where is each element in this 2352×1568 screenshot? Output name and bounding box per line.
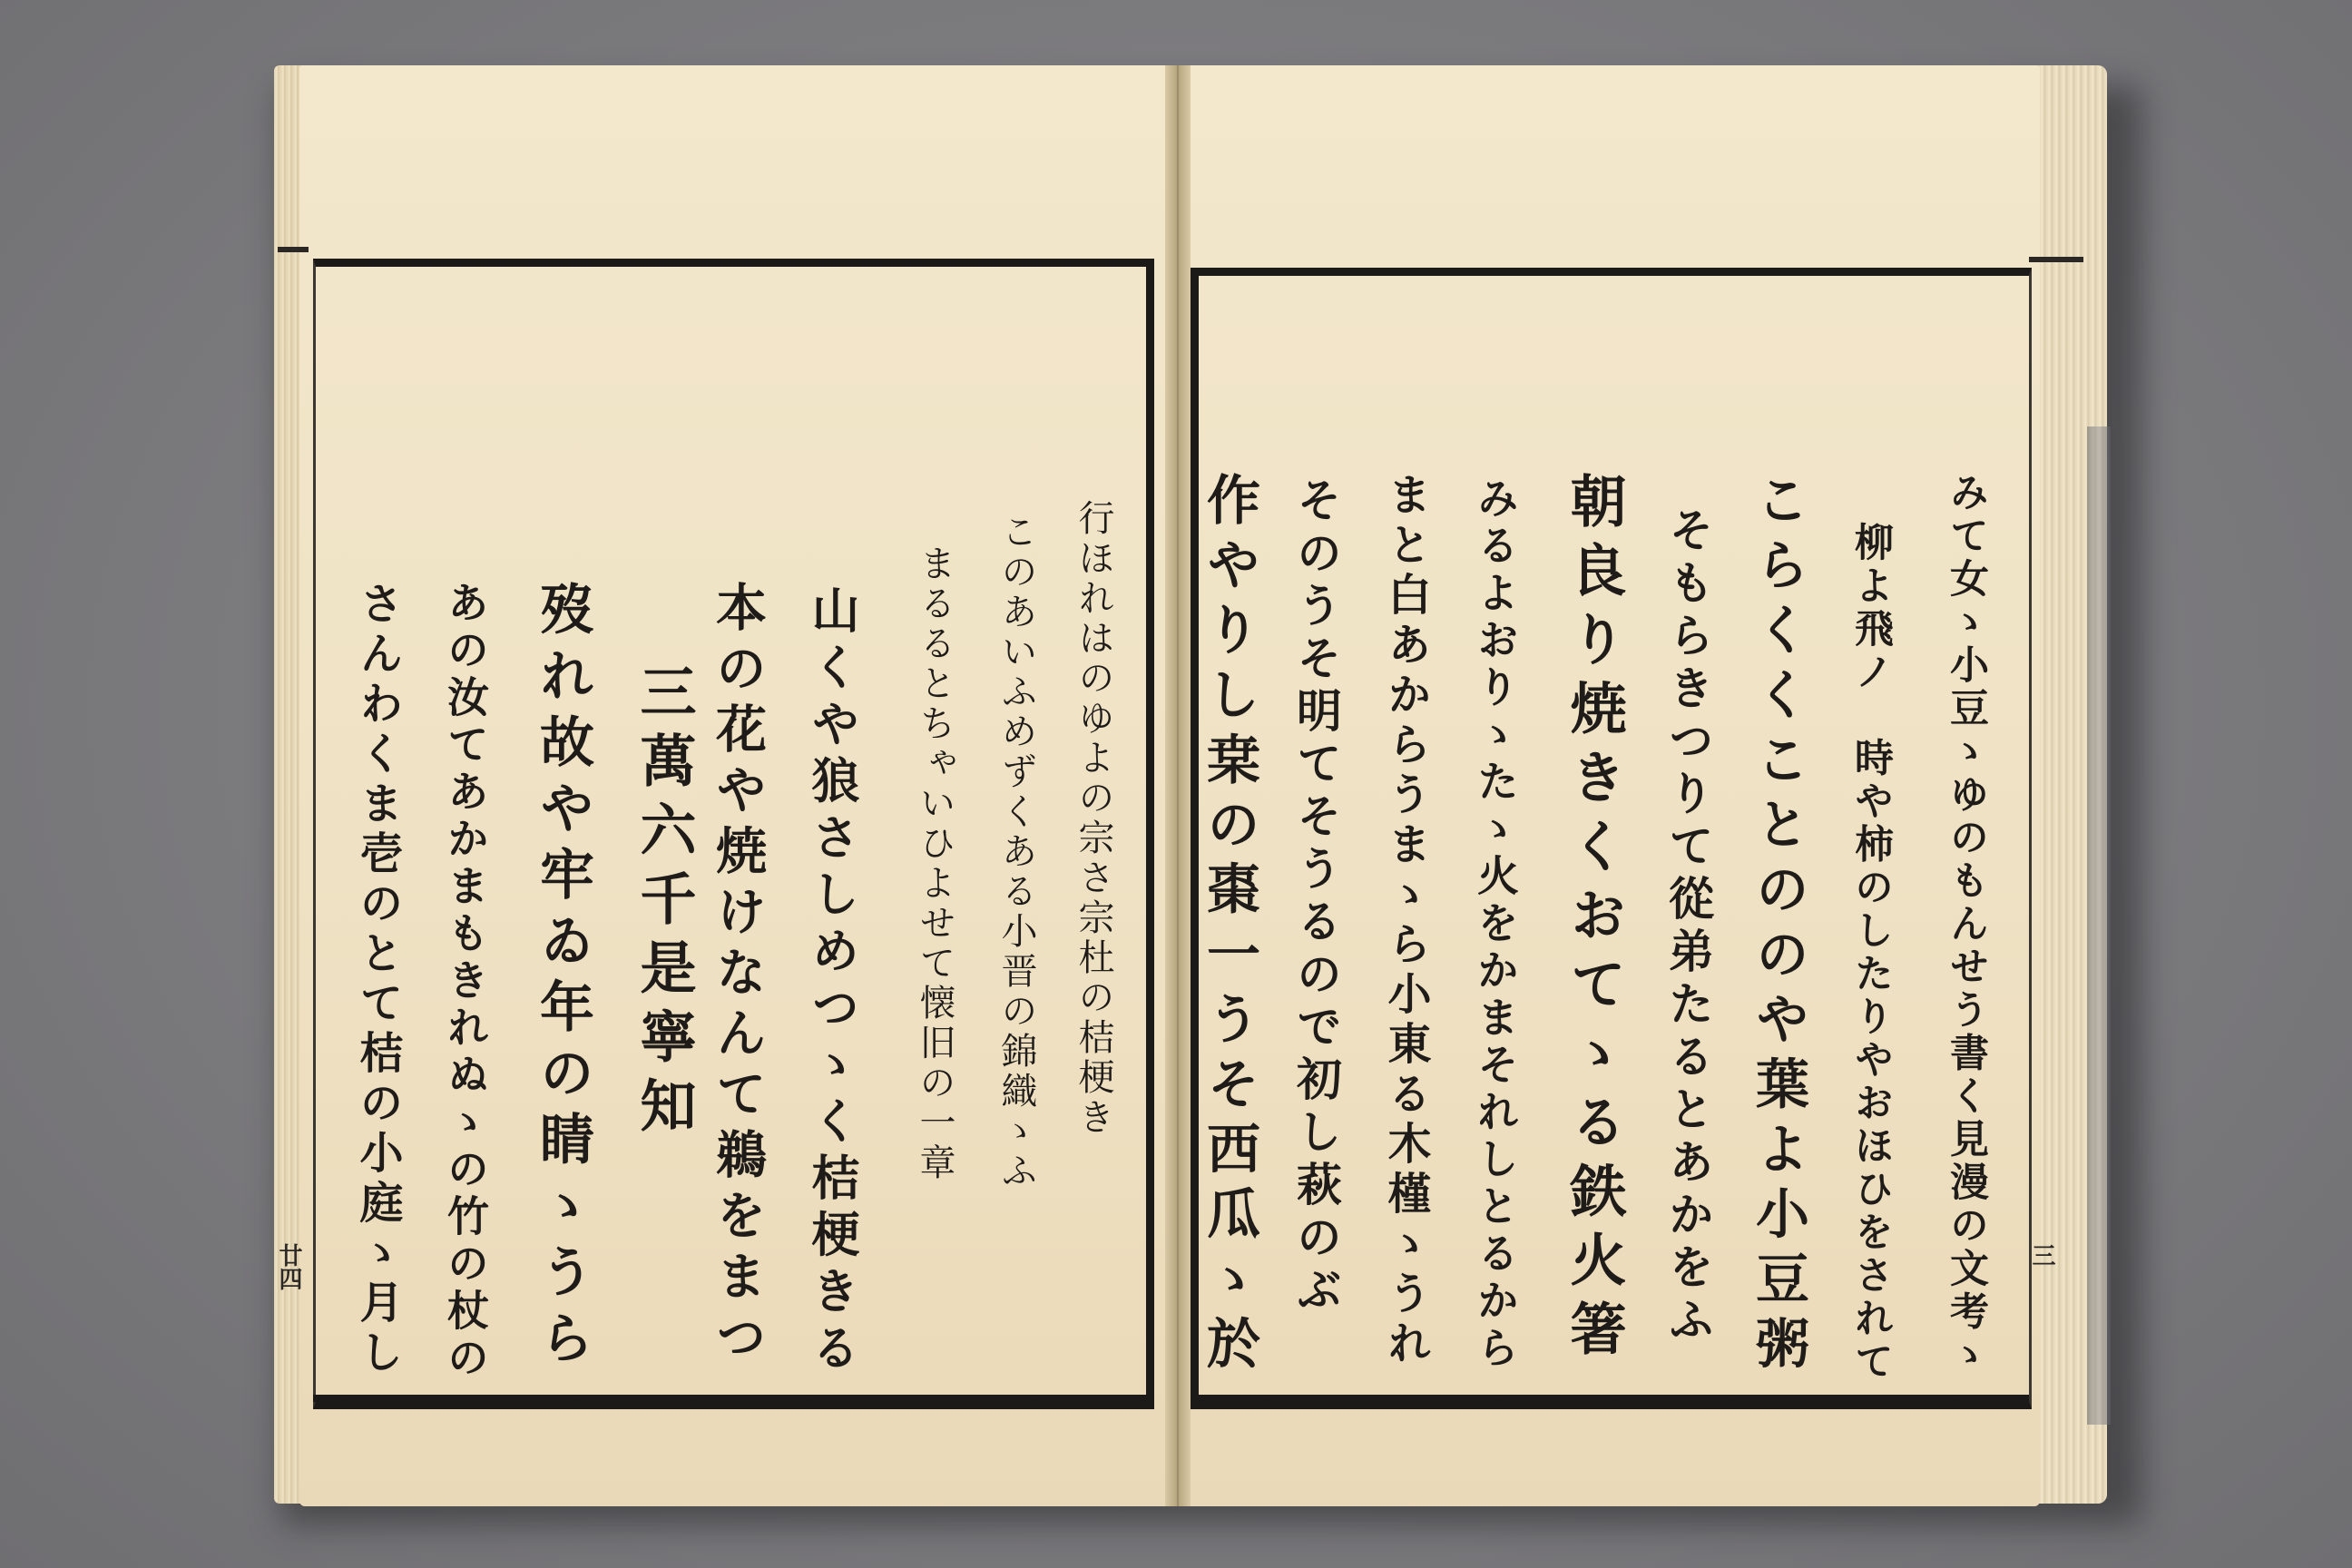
left-col-9: さんわくま壱のとて桔の小庭ゝ月し bbox=[352, 581, 403, 1379]
right-col-4: そもらきつりて從弟たるとあかをふ bbox=[1661, 506, 1715, 1348]
right-col-6: みるよおりゝたゝ火をかまそれしとるから bbox=[1471, 476, 1520, 1373]
left-col-7: 歿れ故や牢ゐ年の睛ゝうら bbox=[531, 581, 594, 1376]
left-col-1: 行ほれはのゆよの宗さ宗杜の桔梗き bbox=[1073, 499, 1114, 1138]
right-col-1: みて女ゝ小豆ゝゆのもんせう書く見漫の文考ゝ bbox=[1944, 472, 1989, 1377]
right-col-5: 朝良り焼きくおてゝる鉄火箸 bbox=[1561, 472, 1627, 1368]
left-page-bottom-rule bbox=[313, 1395, 1152, 1402]
right-col-8: そのうそ明てそうるので初し萩のぶ bbox=[1289, 476, 1343, 1318]
right-col-2: 柳よ飛ノ 時や柿のしたりやおほひをされて bbox=[1848, 522, 1894, 1384]
right-edge-tick bbox=[2029, 257, 2083, 262]
left-col-4: 山くや狼さしめつゝく桔梗きる bbox=[804, 585, 860, 1379]
left-col-6: 三萬六千是寧知 bbox=[631, 662, 697, 1145]
left-col-2: このあいふめずくある小晋の錦織ゝふ bbox=[995, 513, 1037, 1191]
right-col-7: まと白あからうまゝら小東る木槿ゝうれ bbox=[1380, 472, 1431, 1370]
right-page-folio: 三 bbox=[2028, 1243, 2055, 1267]
left-col-8: あの汝てあかまもきれぬゝの竹の杖の bbox=[441, 581, 490, 1383]
left-col-3: まるるとちゃいひよせて懐旧の一章 bbox=[914, 544, 956, 1183]
left-edge-tick bbox=[278, 247, 309, 252]
left-col-5: 本の花や焼けなんて鵜をまつ bbox=[708, 581, 768, 1371]
right-col-3: こらくくことののや葉よ小豆粥 bbox=[1747, 472, 1809, 1380]
left-page-folio: 廿四 bbox=[275, 1243, 302, 1290]
right-page-bottom-rule bbox=[1191, 1395, 2029, 1402]
right-col-9: 作やりし枽の棗一うそ西瓜ゝ於 bbox=[1198, 472, 1260, 1380]
right-cover-edge bbox=[2087, 426, 2111, 1425]
book-gutter bbox=[1165, 65, 1191, 1506]
